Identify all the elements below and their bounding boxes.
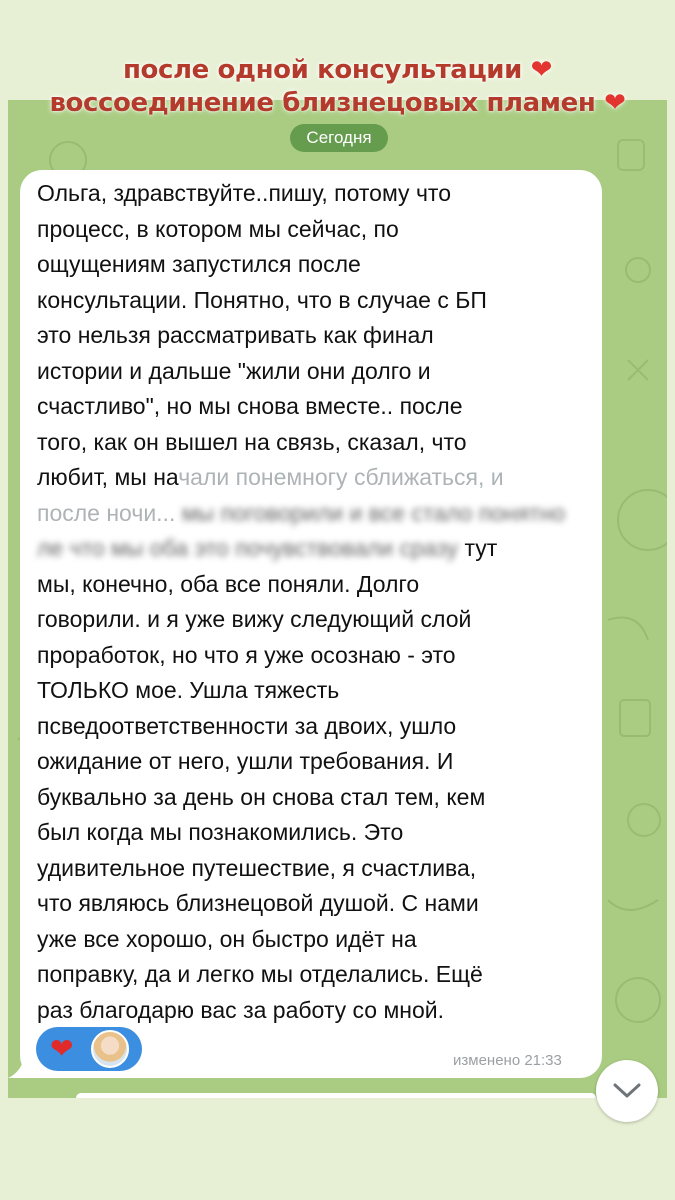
message-line: удивительное путешествие, я счастлива, (37, 854, 477, 881)
message-line: раз благодарю вас за работу со мной. (37, 996, 445, 1023)
headline-line-1: после одной консультации ❤ (122, 55, 552, 85)
message-line: это нельзя рассматривать как финал (37, 322, 434, 348)
scroll-down-button[interactable] (596, 1060, 658, 1122)
message-line: что являюсь близнецовой душой. С нами (37, 890, 479, 916)
user-avatar (91, 1030, 129, 1068)
message-line: поправку, да и легко мы отделались. Ещё (37, 961, 483, 987)
message-line: истории и дальше "жили они долго и (37, 357, 431, 384)
message-text (37, 176, 597, 1028)
message-line: процесс, в котором мы сейчас, по (37, 215, 399, 242)
message-line: был когда мы познакомились. Это (37, 819, 404, 845)
message-line: проработок, но что я уже осознаю - это (37, 641, 456, 668)
message-line: счастливо", но мы снова вместе.. после (37, 393, 463, 419)
message-line: того, как он вышел на связь, сказал, что (37, 428, 467, 455)
heart-icon: ❤ (50, 1033, 74, 1064)
message-line: уже все хорошо, он быстро идёт на (37, 925, 417, 952)
message-line: ТОЛЬКО мое. Ушла тяжесть (37, 677, 340, 703)
edited-timestamp: изменено 21:33 (453, 1052, 562, 1069)
message-line: консультации. Понятно, что в случае с БП (37, 286, 487, 313)
heart-emoji-icon: ❤ (530, 55, 552, 85)
chevron-down-icon (612, 1082, 642, 1100)
message-line: псведоответственности за двоих, ушло (37, 712, 457, 739)
date-separator: Сегодня (290, 124, 388, 152)
message-line: ощущениям запустился после (37, 251, 361, 277)
input-bar[interactable] (76, 1093, 596, 1098)
message-line: буквально за день он снова стал тем, кем (37, 783, 486, 810)
message-line: ожидание от него, ушли требования. И (37, 748, 454, 774)
reaction-chip[interactable] (36, 1027, 142, 1071)
message-line: говорили. и я уже вижу следующий слой (37, 606, 472, 632)
message-line: после ночи... мы поговорили и все стало понятно (37, 499, 566, 526)
message-line: любит, мы начали понемногу сближаться, и (37, 464, 504, 490)
heart-emoji-icon: ❤ (604, 88, 626, 118)
headline-line-2: воссоединение близнецовых пламен ❤ (49, 88, 626, 118)
story-headline (0, 54, 675, 120)
blurred-text: мы поговорили и все стало понятно (181, 499, 566, 526)
blurred-text: ле что мы оба это почувствовали сразу (37, 535, 459, 561)
message-line: Ольга, здравствуйте..пишу, потому что (37, 180, 451, 206)
message-line: мы, конечно, оба все поняли. Долго (37, 570, 420, 597)
message-line: ле что мы оба это почувствовали сразу тут (37, 535, 498, 561)
faded-text: чали понемногу сближаться, и (178, 464, 504, 490)
